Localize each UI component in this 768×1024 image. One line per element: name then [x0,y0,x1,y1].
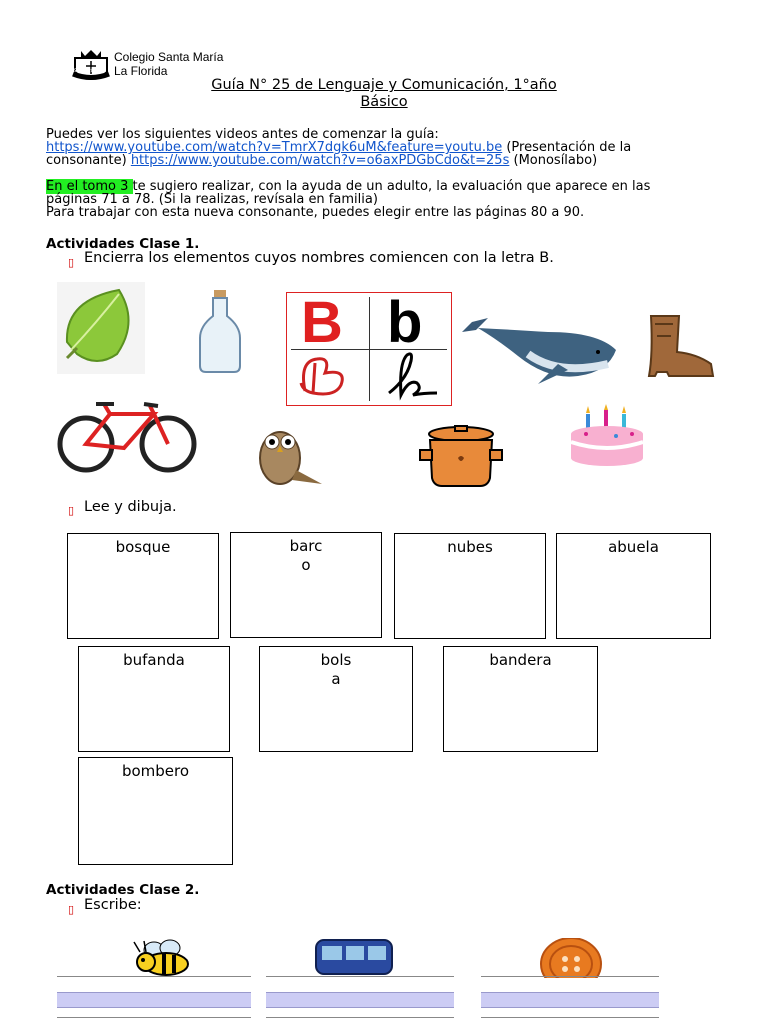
letter-b-card [286,292,452,406]
school-location: La Florida [114,64,168,78]
word-line1: bosque [115,538,171,556]
word-line1: bandera [489,651,552,669]
intro-line3 [46,154,597,167]
highlighted-text: En el tomo 3 [46,179,133,194]
writing-line [57,976,251,977]
bee-icon [126,938,198,980]
bottle-icon [196,288,244,378]
section-heading-clase1: Actividades Clase 1. [46,236,200,252]
instruction-lee-y-dibuja: Lee y dibuja. [84,499,177,515]
draw-box-bosque[interactable] [67,533,219,639]
cake-icon [566,404,648,474]
draw-box-bandera[interactable] [443,646,598,752]
logo-banner-text: StaMaría [73,68,95,74]
draw-box-abuela[interactable] [556,533,711,639]
pot-icon [418,424,504,492]
draw-box-nubes[interactable] [394,533,546,639]
video-1-desc: (Presentación de la [502,140,632,155]
writing-line [57,1017,251,1018]
word-line2: a [331,670,341,688]
bullet-icon: ▯ [68,256,75,269]
word-line1: barc [289,537,323,555]
writing-band[interactable] [481,992,659,1008]
word-label [444,651,597,670]
word-line1: nubes [447,538,493,556]
note-line2: páginas 71 a 78. (Si la realizas, revísala en familia) [46,192,378,207]
word-line1: bufanda [123,651,185,669]
writing-line [481,976,659,977]
page-title: Guía N° 25 de Lenguaje y Comunicación, 1°año [211,77,557,93]
word-line1: bombero [121,762,190,780]
school-name: Colegio Santa María [114,50,224,64]
word-line2: o [301,556,311,574]
word-label [79,762,232,781]
note-text: te sugiero realizar, con la ayuda de un adulto, la evaluación que aparece en las [132,179,651,194]
word-label [260,651,412,689]
draw-box-bombero[interactable] [78,757,233,865]
cursive-uppercase-b [295,351,365,405]
bicycle-icon [54,398,200,480]
page-title-line2: Básico [360,94,408,110]
word-line1: abuela [608,538,659,556]
bullet-icon: ▯ [68,504,75,517]
word-line1: bols [320,651,352,669]
instruction-escribe: Escribe: [84,897,142,913]
writing-line [481,1017,659,1018]
bus-icon [312,936,396,980]
whale-icon [458,310,620,390]
lowercase-b: b [387,290,423,355]
writing-band[interactable] [266,992,454,1008]
writing-band[interactable] [57,992,251,1008]
bullet-icon: ▯ [68,903,75,916]
video-2-desc: (Monosílabo) [509,153,598,168]
word-label [79,651,229,670]
word-label [557,538,710,557]
writing-line [266,976,454,977]
writing-line [266,1017,454,1018]
word-label [231,537,381,575]
video-link-2[interactable]: https://www.youtube.com/watch?v=o6axPDGbCdo&t=25s [130,153,510,168]
uppercase-b: B [301,290,343,355]
note-line3: Para trabajar con esta nueva consonante, puedes elegir entre las páginas 80 a 90. [46,205,585,220]
intro-text: Puedes ver los siguientes videos antes de comenzar la guía: [46,127,439,142]
draw-box-bolsa[interactable] [259,646,413,752]
owl-icon [256,420,326,490]
instruction-encierra: Encierra los elementos cuyos nombres comiencen con la letra B. [84,250,554,266]
section-heading-clase2: Actividades Clase 2. [46,882,200,898]
word-label [68,538,218,557]
consonant-label: consonante) [46,153,131,168]
draw-box-barco[interactable] [230,532,382,638]
leaf-icon [57,282,145,378]
video-link-1[interactable]: https://www.youtube.com/watch?v=TmrX7dgk6uM&feature=youtu.be [46,140,503,155]
boot-icon [645,314,717,384]
cursive-lowercase-b [383,349,443,407]
draw-box-bufanda[interactable] [78,646,230,752]
word-label [395,538,545,557]
